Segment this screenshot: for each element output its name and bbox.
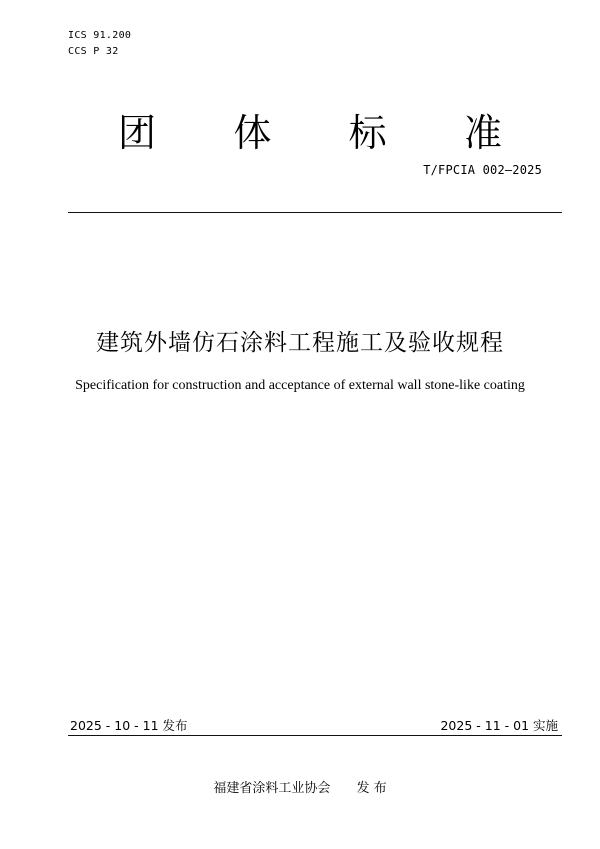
publisher-name: 福建省涂料工业协会 [213, 781, 331, 796]
ics-code: ICS 91.200 [68, 30, 132, 41]
standard-type-heading [118, 108, 502, 158]
standard-type-char: 标 [348, 111, 387, 155]
standard-type-char: 准 [463, 111, 502, 155]
classification-codes [68, 28, 131, 60]
top-divider [68, 212, 562, 213]
implementation-date: 2025 - 11 - 01 实施 [440, 718, 558, 733]
ccs-code: CCS P 32 [68, 46, 119, 57]
document-title-english: Specification for construction and acceptance of external wall stone-like coating [75, 378, 525, 393]
standard-type-char: 团 [118, 111, 157, 155]
publisher-action: 发 布 [356, 781, 387, 796]
standard-number: T/FPCIA 002—2025 [423, 163, 542, 177]
document-title-chinese: 建筑外墙仿石涂料工程施工及验收规程 [96, 330, 504, 356]
bottom-divider [68, 735, 562, 736]
issue-date: 2025 - 10 - 11 发布 [70, 718, 188, 733]
publisher-line [0, 777, 600, 796]
standard-type-char: 体 [233, 111, 272, 155]
